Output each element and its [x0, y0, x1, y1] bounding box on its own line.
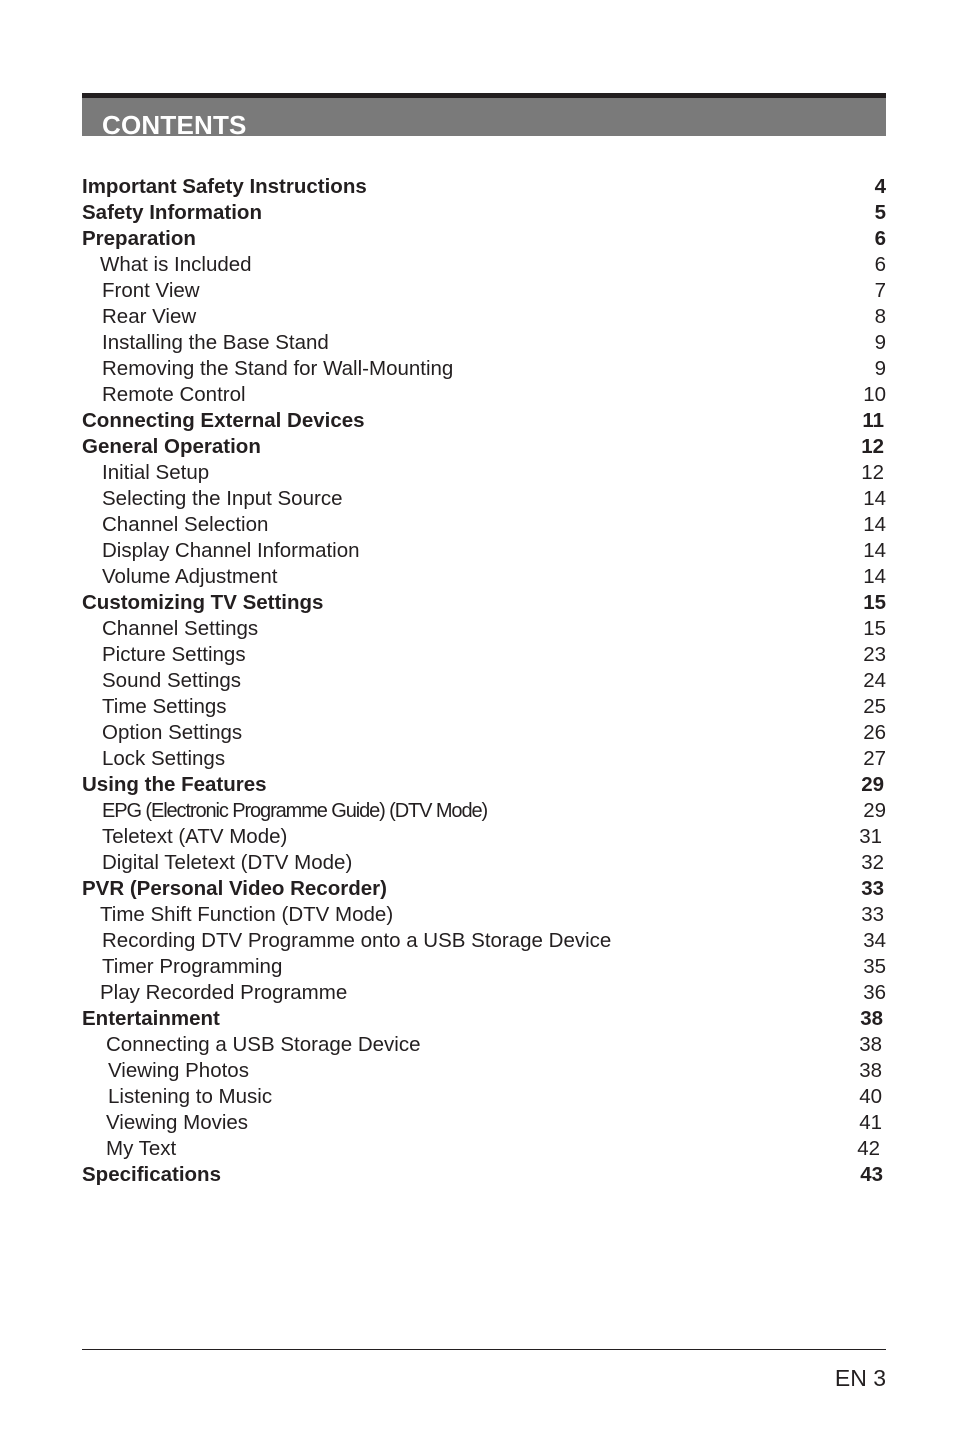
toc-entry-page: 35	[863, 955, 886, 978]
toc-entry[interactable]	[82, 434, 886, 460]
toc-entry-page: 23	[863, 643, 886, 666]
toc-entry-label: What is Included	[100, 253, 252, 276]
toc-entry[interactable]	[82, 408, 886, 434]
toc-subentry[interactable]	[82, 1110, 886, 1136]
contents-header-bar	[82, 93, 886, 136]
toc-entry-label: Channel Selection	[102, 513, 269, 536]
toc-entry-page: 14	[863, 565, 886, 588]
toc-entry-page: 6	[874, 227, 886, 250]
toc-entry-label: Play Recorded Programme	[100, 981, 348, 1004]
toc-entry[interactable]	[82, 772, 886, 798]
toc-subentry[interactable]	[82, 1032, 886, 1058]
toc-subentry[interactable]	[82, 1084, 886, 1110]
toc-subentry[interactable]	[82, 798, 886, 824]
toc-entry[interactable]	[82, 590, 886, 616]
toc-entry-page: 26	[863, 721, 886, 744]
toc-entry-page: 36	[863, 981, 886, 1004]
toc-entry-label: Lock Settings	[102, 747, 226, 770]
toc-entry-label: Timer Programming	[102, 955, 283, 978]
toc-entry[interactable]	[82, 174, 886, 200]
toc-entry[interactable]	[82, 226, 886, 252]
toc-entry-label: Entertainment	[82, 1007, 220, 1030]
toc-subentry[interactable]	[82, 980, 886, 1006]
toc-entry-page: 7	[874, 279, 886, 302]
toc-entry[interactable]	[82, 1006, 886, 1032]
toc-entry-page: 6	[874, 253, 886, 276]
toc-entry-label: Removing the Stand for Wall-Mounting	[102, 357, 454, 380]
toc-entry-page: 41	[859, 1111, 882, 1134]
toc-entry-label: PVR (Personal Video Recorder)	[82, 877, 387, 900]
toc-entry-page: 34	[863, 929, 886, 952]
toc-entry-page: 38	[859, 1059, 882, 1082]
toc-subentry[interactable]	[82, 460, 886, 486]
toc-subentry[interactable]	[82, 954, 886, 980]
toc-entry-page: 12	[861, 461, 884, 484]
toc-entry-page: 11	[862, 409, 884, 432]
toc-entry-page: 33	[861, 877, 884, 900]
page-number: EN 3	[834, 1365, 886, 1391]
toc-subentry[interactable]	[82, 278, 886, 304]
toc-entry-page: 38	[860, 1007, 883, 1030]
toc-entry-label: Option Settings	[102, 721, 243, 744]
toc-subentry[interactable]	[82, 538, 886, 564]
toc-entry-label: Selecting the Input Source	[102, 487, 343, 510]
toc-entry-label: Listening to Music	[108, 1085, 273, 1108]
toc-entry-label: EPG (Electronic Programme Guide) (DTV Mode)	[102, 800, 488, 822]
toc-entry-page: 4	[874, 175, 886, 198]
toc-subentry[interactable]	[82, 512, 886, 538]
toc-entry-page: 12	[861, 435, 884, 458]
toc-entry-label: Teletext (ATV Mode)	[102, 825, 288, 848]
toc-entry-label: Recording DTV Programme onto a USB Storage Device	[102, 929, 612, 952]
toc-entry-page: 24	[863, 669, 886, 692]
table-of-contents	[82, 174, 886, 1188]
toc-subentry[interactable]	[82, 356, 886, 382]
toc-entry-page: 33	[861, 903, 884, 926]
toc-entry-label: Picture Settings	[102, 643, 246, 666]
toc-entry-label: Volume Adjustment	[102, 565, 278, 588]
toc-subentry[interactable]	[82, 824, 886, 850]
toc-entry-label: Front View	[102, 279, 200, 302]
toc-subentry[interactable]	[82, 382, 886, 408]
toc-subentry[interactable]	[82, 1136, 886, 1162]
toc-entry-page: 29	[861, 773, 884, 796]
toc-entry-page: 38	[859, 1033, 882, 1056]
toc-entry-page: 15	[863, 591, 886, 614]
toc-entry-label: General Operation	[82, 435, 261, 458]
toc-entry-label: Time Shift Function (DTV Mode)	[100, 903, 394, 926]
toc-subentry[interactable]	[82, 668, 886, 694]
toc-entry-page: 14	[863, 539, 886, 562]
toc-entry-page: 5	[874, 201, 886, 224]
toc-entry-page: 9	[874, 331, 886, 354]
toc-entry-label: Digital Teletext (DTV Mode)	[102, 851, 353, 874]
toc-subentry[interactable]	[82, 928, 886, 954]
toc-subentry[interactable]	[82, 694, 886, 720]
toc-subentry[interactable]	[82, 304, 886, 330]
toc-entry-label: Remote Control	[102, 383, 246, 406]
toc-entry-page: 43	[860, 1163, 883, 1186]
toc-entry-label: Preparation	[82, 227, 196, 250]
toc-subentry[interactable]	[82, 850, 886, 876]
toc-entry-page: 8	[874, 305, 886, 328]
toc-subentry[interactable]	[82, 564, 886, 590]
toc-entry-label: Initial Setup	[102, 461, 210, 484]
toc-subentry[interactable]	[82, 616, 886, 642]
toc-entry-label: Safety Information	[82, 201, 262, 224]
toc-entry-label: Sound Settings	[102, 669, 242, 692]
toc-entry-label: Channel Settings	[102, 617, 259, 640]
toc-entry-label: Using the Features	[82, 773, 267, 796]
toc-entry-label: Rear View	[102, 305, 197, 328]
toc-subentry[interactable]	[82, 720, 886, 746]
toc-entry[interactable]	[82, 1162, 886, 1188]
toc-entry-page: 32	[861, 851, 884, 874]
toc-entry-page: 27	[863, 747, 886, 770]
toc-entry-label: Time Settings	[102, 695, 227, 718]
toc-subentry[interactable]	[82, 330, 886, 356]
toc-subentry[interactable]	[82, 252, 886, 278]
toc-entry-page: 31	[859, 825, 882, 848]
toc-entry[interactable]	[82, 876, 886, 902]
page-title: CONTENTS	[102, 110, 247, 136]
toc-entry-label: Viewing Photos	[108, 1059, 249, 1082]
toc-entry-page: 42	[857, 1137, 880, 1160]
toc-entry-page: 9	[874, 357, 886, 380]
toc-entry-label: Display Channel Information	[102, 539, 360, 562]
toc-entry[interactable]	[82, 200, 886, 226]
toc-entry-page: 25	[863, 695, 886, 718]
toc-entry-label: My Text	[106, 1137, 177, 1160]
toc-entry-label: Specifications	[82, 1163, 221, 1186]
toc-subentry[interactable]	[82, 902, 886, 928]
toc-entry-page: 10	[863, 383, 886, 406]
toc-entry-label: Installing the Base Stand	[102, 331, 329, 354]
footer-divider	[82, 1349, 886, 1350]
toc-subentry[interactable]	[82, 746, 886, 772]
toc-entry-label: Connecting a USB Storage Device	[106, 1033, 421, 1056]
toc-entry-label: Customizing TV Settings	[82, 591, 324, 614]
toc-entry-page: 29	[863, 799, 886, 822]
toc-entry-page: 14	[863, 513, 886, 536]
toc-subentry[interactable]	[82, 486, 886, 512]
toc-entry-label: Important Safety Instructions	[82, 175, 367, 198]
toc-subentry[interactable]	[82, 1058, 886, 1084]
toc-entry-page: 15	[863, 617, 886, 640]
toc-entry-page: 40	[859, 1085, 882, 1108]
toc-entry-label: Viewing Movies	[106, 1111, 249, 1134]
toc-entry-page: 14	[863, 487, 886, 510]
toc-subentry[interactable]	[82, 642, 886, 668]
toc-entry-label: Connecting External Devices	[82, 409, 365, 432]
